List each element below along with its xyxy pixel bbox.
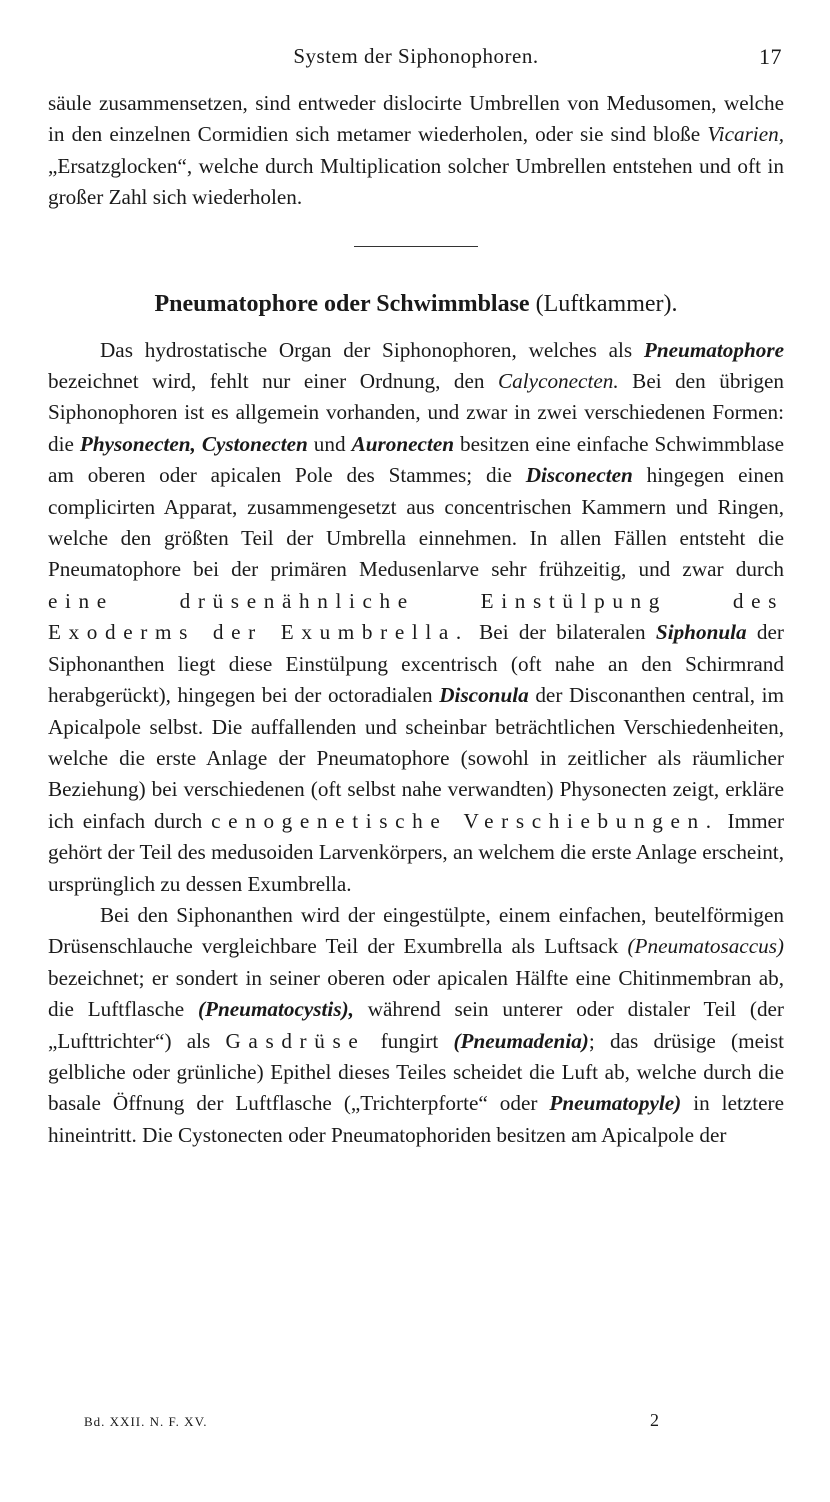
section-subtitle: (Luftkammer). xyxy=(535,290,678,317)
italic-term: Disconula xyxy=(439,683,529,708)
running-title: System der Siphonophoren. xyxy=(293,44,539,68)
text-run: ; das drüsige (meist gelbliche oder grünliche) Epithel dieses Teiles scheidet die Luft ab, welche durch die basale Öffnung der Luftflasche („Trichterpforte“ oder xyxy=(48,1028,784,1116)
italic-term: Physonecten, Cystonecten xyxy=(79,431,308,456)
sheet-number: 2 xyxy=(650,1410,660,1430)
text-run: Bei den übrigen Siphonophoren ist es allgemein vorhanden, und zwar in zwei verschiedenen Formen: die xyxy=(48,369,784,456)
spaced-emphasis: eine drüsenähnliche Einstülpung des Exoderms der Exumbrella. xyxy=(48,588,784,645)
section-title: Pneumatophore oder Schwimmblase xyxy=(154,290,530,317)
text-run: der Disconanthen central, im Apicalpole selbst. Die auffallenden und scheinbar beträchtlichen Verschiedenheiten, welche die erste Anlage der Pneumatophore (sowohl in zeitlicher als räumlicher Beziehung) bei verschiedenen (oft selbst nahe verwandten) Physonecten zeigt, erkläre ich einfach durch xyxy=(48,683,784,833)
italic-term: Pneumatopyle) xyxy=(549,1091,682,1116)
italic-term: Siphonula xyxy=(655,620,747,645)
text-run: Das hydrostatische Organ der Siphonophoren, welches als xyxy=(100,337,644,362)
paragraph-siphonanthen xyxy=(48,900,784,1151)
italic-term: (Pneumatosaccus) xyxy=(627,934,784,959)
italic-term: (Pneumadenia) xyxy=(453,1028,589,1053)
text-run: der Siphonanthen liegt diese Einstülpung excentrisch (oft nahe an den Schirmrand herabgerückt), hingegen bei der octoradialen xyxy=(48,620,784,708)
page-number: 17 xyxy=(759,44,782,69)
italic-term: Auronecten xyxy=(351,431,455,456)
text-run: Immer gehört der Teil des medusoiden Larvenkörpers, an welchem die erste Anlage erscheint, ursprünglich zu dessen Exumbrella. xyxy=(48,808,785,896)
text-run: bezeichnet; er sondert in seiner oberen oder apicalen Hälfte eine Chitinmembran ab, die Luftflasche xyxy=(48,965,784,1022)
italic-term: Pneumatophore xyxy=(643,337,784,362)
text-run: besitzen eine einfache Schwimmblase am oberen oder apicalen Pole des Stammes; die xyxy=(48,431,784,488)
spaced-emphasis: cenogenetische Verschiebungen. xyxy=(211,808,719,833)
text-run: und xyxy=(307,431,352,456)
text-run: Bei der bilateralen xyxy=(468,620,656,645)
text-run: während sein unterer oder distaler Teil (der „Lufttrichter“) als xyxy=(48,997,784,1053)
text-run: hingegen einen complicirten Apparat, zusammengesetzt aus concentrischen Kammern und Ringen, welche den größten Teil der Umbrella einnehmen. In allen Fällen entsteht die Pneumatophore bei der primären Medusenlarve sehr frühzeitig, und zwar durch xyxy=(48,463,785,582)
section-heading xyxy=(48,287,784,321)
italic-term: (Pneumatocystis), xyxy=(197,997,354,1022)
running-header xyxy=(48,44,784,74)
page-body xyxy=(48,88,784,1151)
text-run: säule zusammensetzen, sind entweder dislocirte Umbrellen von Medusomen, welche in den einzelnen Cormidien sich metamer wiederholen, oder sie sind bloße xyxy=(48,91,784,147)
text-run: bezeichnet wird, fehlt nur einer Ordnung, den xyxy=(48,369,499,394)
text-run: Bei den Siphonanthen wird der eingestülpte, einem einfachen, beutelförmigen Drüsenschlauche vergleichbare Teil der Exumbrella als Luftsack xyxy=(48,902,784,959)
spaced-emphasis: Gasdrüse xyxy=(225,1028,366,1053)
paragraph-hydrostatic-organ xyxy=(48,335,784,900)
text-run: „Ersatzglocken“, welche durch Multiplication solcher Umbrellen entstehen und oft in großer Zahl sich wiederholen. xyxy=(48,153,784,210)
text-run: in letztere hineintritt. Die Cystonecten oder Pneumatophoriden besitzen am Apicalpole der xyxy=(48,1091,785,1147)
italic-term: Disconecten xyxy=(525,463,633,488)
volume-signature: Bd. XXII. N. F. XV. xyxy=(84,1414,208,1429)
section-divider xyxy=(354,246,478,247)
italic-term: Vicarien, xyxy=(707,122,784,147)
page-footer xyxy=(48,1410,784,1434)
text-run: fungirt xyxy=(365,1028,454,1053)
italic-term: Calyconecten. xyxy=(498,369,619,394)
paragraph-continuation xyxy=(48,88,784,214)
